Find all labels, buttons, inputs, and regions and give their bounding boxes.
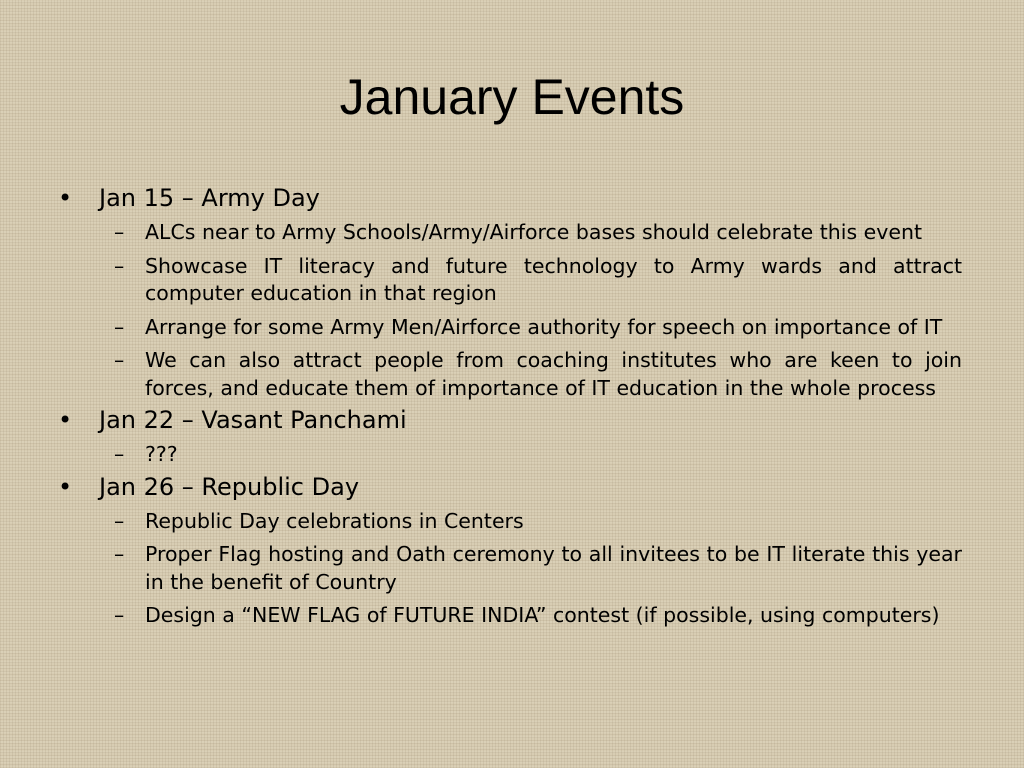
- sub-item: [58, 541, 962, 596]
- sub-item: [58, 441, 962, 469]
- event-label: Jan 15 – Army Day: [99, 184, 320, 212]
- dash-icon: –: [114, 603, 125, 627]
- slide-title: January Events: [339, 69, 685, 125]
- sub-item: [58, 314, 962, 342]
- sub-item-text: Proper Flag hosting and Oath ceremony to all invitees to be IT literate this year in the benefit of Country: [145, 542, 962, 594]
- bullet-icon: •: [58, 184, 73, 212]
- event-sublist-republic-day: [58, 508, 962, 630]
- sub-item: [58, 602, 962, 630]
- event-sublist-army-day: [58, 219, 962, 402]
- sub-item-text: ???: [145, 442, 178, 466]
- dash-icon: –: [114, 253, 125, 278]
- event-item-vasant-panchami: [58, 405, 962, 435]
- dash-icon: –: [114, 542, 125, 566]
- dash-icon: –: [114, 442, 125, 466]
- dash-icon: –: [114, 348, 125, 372]
- sub-item-text: ALCs near to Army Schools/Army/Airforce bases should celebrate this event: [145, 220, 923, 244]
- dash-icon: –: [114, 508, 125, 533]
- sub-item-text: We can also attract people from coaching institutes who are keen to join forces, and educate them of importance of IT education in the whole process: [145, 348, 962, 400]
- slide-content: [58, 180, 962, 630]
- sub-item-text: Showcase IT literacy and future technology to Army wards and attract computer education in that region: [145, 253, 962, 305]
- bullet-icon: •: [58, 472, 73, 501]
- sub-item: [58, 253, 962, 308]
- event-label: Jan 22 – Vasant Panchami: [99, 406, 407, 434]
- dash-icon: –: [114, 314, 125, 339]
- sub-item: [58, 508, 962, 536]
- event-sublist-vasant-panchami: [58, 441, 962, 469]
- sub-item-text: Arrange for some Army Men/Airforce authority for speech on importance of IT: [145, 314, 943, 339]
- sub-item: [58, 347, 962, 402]
- event-item-army-day: [58, 183, 962, 213]
- event-label: Jan 26 – Republic Day: [99, 472, 360, 501]
- sub-item-text: Republic Day celebrations in Centers: [145, 508, 524, 533]
- event-item-republic-day: [58, 472, 962, 502]
- sub-item-text: Design a “NEW FLAG of FUTURE INDIA” contest (if possible, using computers): [145, 603, 940, 627]
- sub-item: [58, 219, 962, 247]
- dash-icon: –: [114, 220, 125, 244]
- bullet-icon: •: [58, 406, 73, 434]
